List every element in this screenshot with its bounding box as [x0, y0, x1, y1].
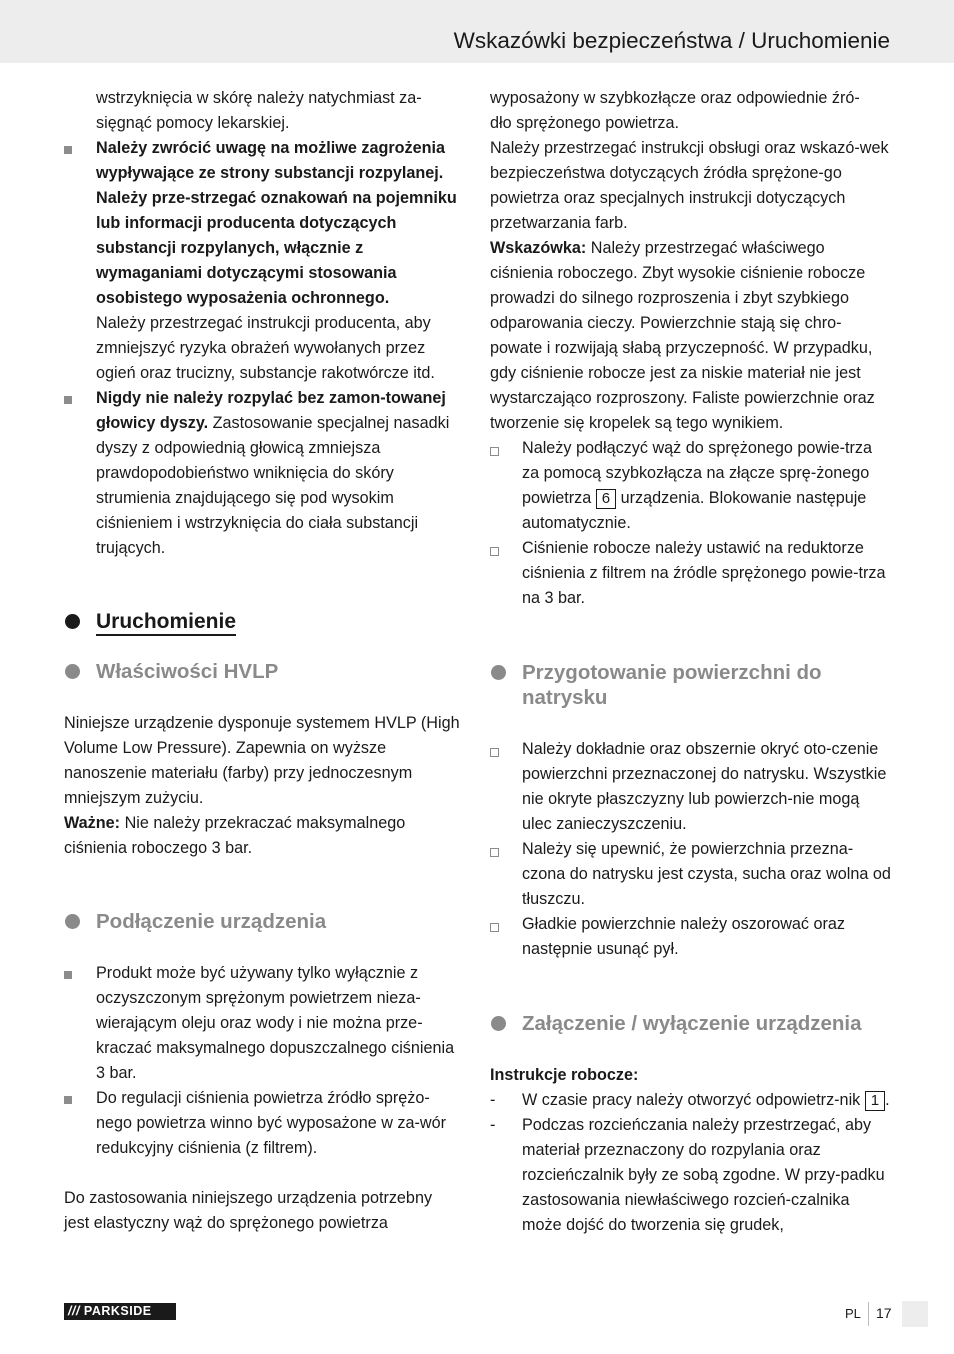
text-line: wyposażony w szybkozłącze oraz odpowiednie źró-	[490, 89, 860, 107]
section-heading-uruchomienie	[64, 609, 462, 635]
left-column	[64, 86, 462, 1236]
list-item	[64, 961, 462, 1086]
list-item-text: Podczas rozcieńczania należy przestrzegać, aby materiał przeznaczony do rozpylania oraz rozcieńczalnik były ze sobą zgodne. W przy-padku zastosowania niewłaściwego rozcień-czalnika może dojść do tworzenia się grudek,	[522, 1116, 885, 1234]
checkbox-bullet-icon	[490, 748, 499, 757]
square-bullet-icon	[64, 1096, 72, 1104]
dash-bullet-icon: -	[490, 1091, 496, 1109]
podlaczenie-paragraph	[64, 1186, 462, 1236]
hvlp-note	[64, 811, 462, 861]
note-text: Nie należy przekraczać maksymalnego ciśnienia roboczego 3 bar.	[64, 814, 406, 857]
list-item-text: urządzenia. Blokowanie następuje automatycznie.	[522, 489, 867, 532]
hint-paragraph	[490, 236, 892, 436]
list-item-text: Należy się upewnić, że powierzchnia przezna-czona do natrysku jest czysta, sucha oraz wolna od tłuszczu.	[522, 840, 891, 908]
heading-text: Przygotowanie powierzchni do natrysku	[522, 661, 822, 709]
instructions-label: Instrukcje robocze:	[490, 1066, 639, 1084]
list-item	[490, 436, 892, 536]
bullet-dot-icon	[65, 614, 80, 629]
warning-text: Zastosowanie specjalnej nasadki dyszy z odpowiednią głowicą zmniejsza prawdopodobieństwo wniknięcia do skóry strumienia znajdującego się pod wysokim ciśnieniem i wstrzyknięcia do ciała substancji trujących.	[96, 414, 450, 557]
continued-text	[490, 86, 892, 136]
subsection-heading-przygotowanie	[490, 660, 892, 710]
list-item	[490, 837, 892, 912]
text-line: Do zastosowania niniejszego urządzenia potrzebny	[64, 1189, 433, 1207]
list-item	[64, 136, 462, 386]
bullet-dot-icon	[65, 914, 80, 929]
heading-text: Uruchomienie	[96, 610, 236, 636]
note-label: Ważne:	[64, 814, 121, 832]
hint-text: Należy przestrzegać właściwego ciśnienia roboczego. Zbyt wysokie ciśnienie robocze prowadzi do silnego rozproszenia i zbyt szybkiego odparowania cieczy. Powierzchnie stają się chro-powate i rozwijają słabą przyczepność. W przypadku, gdy ciśnienie robocze jest za niskie materiał nie jest wystarczająco rozproszony. Faliste powierzchnie oraz tworzenie się kropelek są tego wynikiem.	[490, 239, 875, 432]
footer-tab	[902, 1301, 928, 1327]
bullet-dot-icon	[491, 1016, 506, 1031]
list-item-text: .	[885, 1091, 890, 1109]
list-item	[64, 1086, 462, 1161]
continued-text	[64, 86, 462, 136]
checkbox-bullet-icon	[490, 848, 499, 857]
square-bullet-icon	[64, 146, 72, 154]
warning-bold-text: Należy zwrócić uwagę na możliwe zagrożenia wypływające ze strony substancji rozpylanej. Należy prze-strzegać oznakowań na pojemniku lub informacji producenta dotyczących substancji rozpylanych, włącznie z wymaganiami dotyczącymi stosowania osobistego wyposażenia ochronnego.	[96, 139, 457, 307]
hvlp-paragraph: Niniejsze urządzenie dysponuje systemem HVLP (High Volume Low Pressure). Zapewnia on wyższe nanoszenie materiału (farby) przy jednoczesnym mniejszym zużyciu.	[64, 714, 460, 807]
logo-brand: PARKSIDE	[83, 1304, 152, 1318]
list-item	[490, 536, 892, 611]
heading-text: Właściwości HVLP	[96, 660, 279, 683]
hint-label: Wskazówka:	[490, 239, 587, 257]
list-item-text: Do regulacji ciśnienia powietrza źródło sprężo-nego powietrza winno być wyposażone w za-wór redukcyjny ciśnienia (z filtrem).	[96, 1089, 447, 1157]
page-title: Wskazówki bezpieczeństwa / Uruchomienie	[453, 28, 890, 53]
bullet-dot-icon	[65, 664, 80, 679]
part-reference-badge: 1	[865, 1091, 885, 1111]
warning-text: Należy przestrzegać instrukcji producenta, aby zmniejszyć ryzyka obrażeń wywołanych przez ogień oraz trucizny, substancje rakotwórcze itd.	[96, 314, 435, 382]
part-reference-badge: 6	[596, 489, 616, 509]
subsection-heading-hvlp	[64, 659, 462, 684]
square-bullet-icon	[64, 971, 72, 979]
text-line: wstrzyknięcia w skórę należy natychmiast za-	[96, 89, 422, 107]
list-item-text: Należy podłączyć wąż do sprężonego powie-trza za pomocą szybkozłącza na złącze sprę-żonego powietrza	[522, 439, 873, 507]
page-header	[0, 0, 954, 63]
checkbox-bullet-icon	[490, 923, 499, 932]
list-item-text: Gładkie powierzchnie należy oszorować oraz następnie usunąć pył.	[522, 915, 846, 958]
warning-bold-text: Nigdy nie należy rozpylać bez zamon-towanej głowicy dyszy.	[96, 389, 446, 432]
bullet-dot-icon	[491, 665, 506, 680]
square-bullet-icon	[64, 396, 72, 404]
checkbox-bullet-icon	[490, 547, 499, 556]
page-number: 17	[876, 1305, 892, 1321]
text-line: dło sprężonego powietrza.	[490, 114, 679, 132]
list-item	[490, 1113, 892, 1238]
subsection-heading-zalaczenie	[490, 1011, 892, 1036]
list-item	[64, 386, 462, 561]
list-item	[490, 912, 892, 962]
footer-divider	[868, 1302, 869, 1326]
logo-slashes: ///	[68, 1304, 80, 1318]
parkside-logo	[64, 1303, 176, 1320]
instructions-paragraph: Należy przestrzegać instrukcji obsługi oraz wskazó-wek bezpieczeństwa dotyczących źródła sprężone-go powietrza oraz specjalnych instrukcji dotyczących przetwarzania farb.	[490, 139, 889, 232]
list-item-text: Ciśnienie robocze należy ustawić na reduktorze ciśnienia z filtrem na źródle sprężonego powie-trza na 3 bar.	[522, 539, 886, 607]
dash-bullet-icon: -	[490, 1116, 496, 1134]
checkbox-bullet-icon	[490, 447, 499, 456]
list-item-text: Należy dokładnie oraz obszernie okryć oto-czenie powierzchni przeznaczonej do natrysku. Wszystkie nie okryte płaszczyzny lub powierzch-nie mogą ulec zanieczyszczeniu.	[522, 740, 887, 833]
heading-text: Podłączenie urządzenia	[96, 910, 327, 933]
right-column	[490, 86, 892, 1238]
text-line: sięgnąć pomocy lekarskiej.	[96, 114, 290, 132]
subsection-heading-podlaczenie	[64, 909, 462, 934]
list-item-text: W czasie pracy należy otworzyć odpowietrz-nik	[522, 1091, 861, 1109]
text-line: jest elastyczny wąż do sprężonego powietrza	[64, 1214, 388, 1232]
list-item	[490, 1088, 892, 1113]
language-code: PL	[845, 1306, 861, 1321]
list-item-text: Produkt może być używany tylko wyłącznie z oczyszczonym sprężonym powietrzem nieza-wierającym oleju oraz wody i nie można prze-kraczać maksymalnego dopuszczalnego ciśnienia 3 bar.	[96, 964, 455, 1082]
heading-text: Załączenie / wyłączenie urządzenia	[522, 1012, 862, 1035]
list-item	[490, 737, 892, 837]
